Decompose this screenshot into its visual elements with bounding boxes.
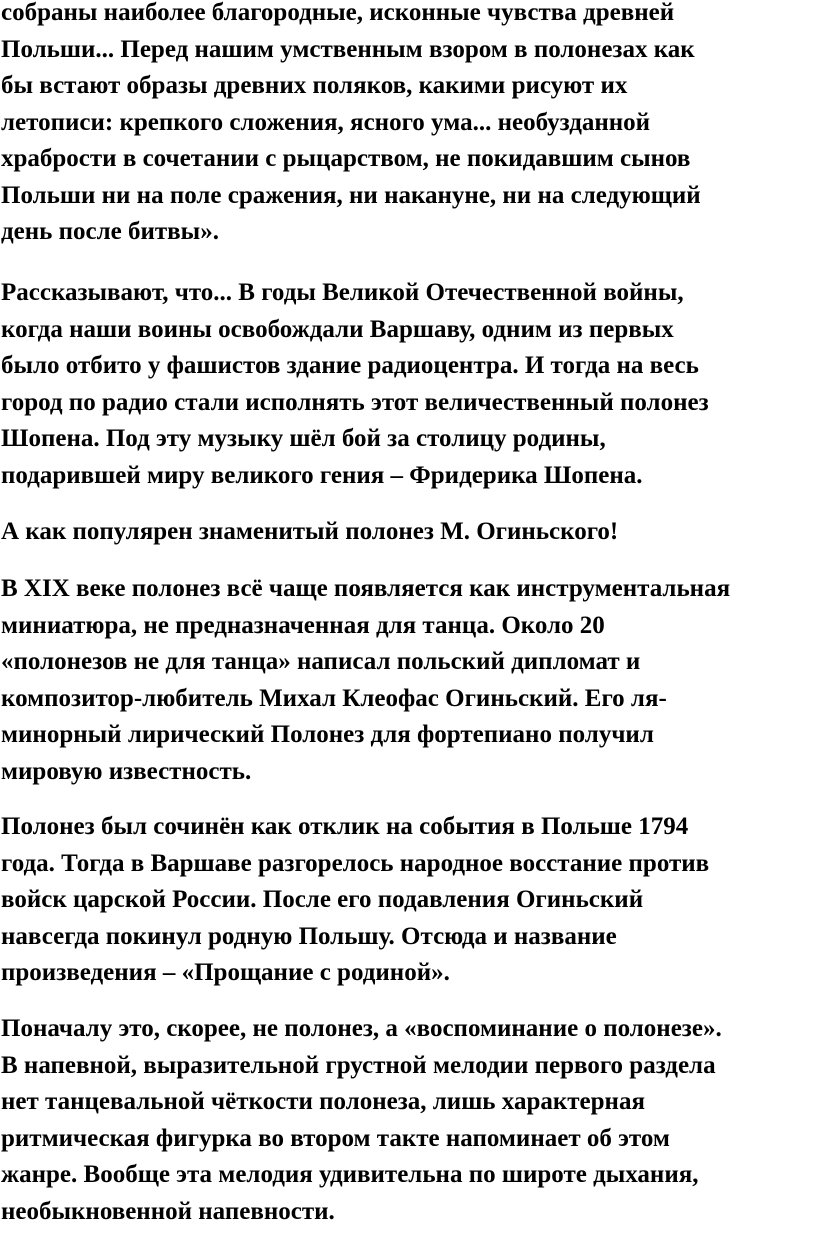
text-line: летописи: крепкого сложения, ясного ума... необузданной bbox=[1, 108, 651, 136]
text-line: Поначалу это, скорее, не полонез, а «воспоминание о полонезе». bbox=[1, 1015, 722, 1042]
text-line: произведения – «Прощание с родиной». bbox=[1, 959, 450, 986]
paragraph-1 bbox=[1, 0, 701, 251]
paragraph-6 bbox=[1, 1011, 722, 1230]
text-line: день после битвы». bbox=[1, 218, 219, 245]
text-line: необыкновенной напевности. bbox=[1, 1197, 335, 1225]
text-line: Полонез был сочинён как отклик на события в Польше 1794 bbox=[1, 813, 689, 840]
paragraph-4 bbox=[1, 571, 730, 790]
text-line: «полонезов не для танца» написал польский дипломат и bbox=[1, 648, 641, 675]
text-line: А как популярен знаменитый полонез М. Огиньского! bbox=[1, 518, 619, 545]
text-line: Польши ни на поле сражения, ни накануне, ни на следующий bbox=[1, 181, 701, 209]
paragraph-5 bbox=[1, 809, 709, 992]
text-line: мировую известность. bbox=[1, 757, 252, 785]
paragraph-3 bbox=[1, 514, 618, 551]
text-line: когда наши воины освобождали Варшаву, одним из первых bbox=[1, 315, 674, 343]
text-line: навсегда покинул родную Польшу. Отсюда и название bbox=[1, 922, 617, 950]
text-line: Польши... Перед нашим умственным взором в полонезах как bbox=[1, 35, 695, 63]
text-line: ритмическая фигурка во втором такте напоминает об этом bbox=[1, 1124, 670, 1152]
text-line: композитор-любитель Михал Клеофас Огиньский. Его ля- bbox=[1, 684, 667, 712]
text-line: город по радио стали исполнять этот величественный полонез bbox=[1, 388, 709, 416]
text-line: В XIX веке полонез всё чаще появляется как инструментальная bbox=[1, 575, 731, 602]
text-line: В напевной, выразительной грустной мелодии первого раздела bbox=[1, 1051, 716, 1079]
text-line: миниатюра, не предназначенная для танца. Около 20 bbox=[1, 611, 605, 639]
text-line: нет танцевальной чёткости полонеза, лишь характерная bbox=[1, 1088, 645, 1115]
text-line: минорный лирический Полонез для фортепиано получил bbox=[1, 721, 654, 748]
text-line: было отбито у фашистов здание радиоцентра. И тогда на весь bbox=[1, 352, 699, 379]
text-line: года. Тогда в Варшаве разгорелось народное восстание против bbox=[1, 849, 710, 877]
text-line: Шопена. Под эту музыку шёл бой за столицу родины, bbox=[1, 425, 606, 452]
paragraph-2 bbox=[1, 275, 709, 494]
text-line: подарившей миру великого гения – Фридерика Шопена. bbox=[1, 461, 643, 489]
text-line: собраны наиболее благородные, исконные чувства древней bbox=[1, 0, 675, 26]
text-line: храбрости в сочетании с рыцарством, не покидавшим сынов bbox=[1, 145, 691, 172]
text-line: бы встают образы древних поляков, какими рисуют их bbox=[1, 72, 628, 99]
text-line: войск царской России. После его подавления Огиньский bbox=[1, 886, 644, 913]
text-line: жанре. Вообще эта мелодия удивительна по широте дыхания, bbox=[1, 1161, 699, 1188]
text-line: Рассказывают, что... В годы Великой Отечественной войны, bbox=[1, 279, 684, 306]
